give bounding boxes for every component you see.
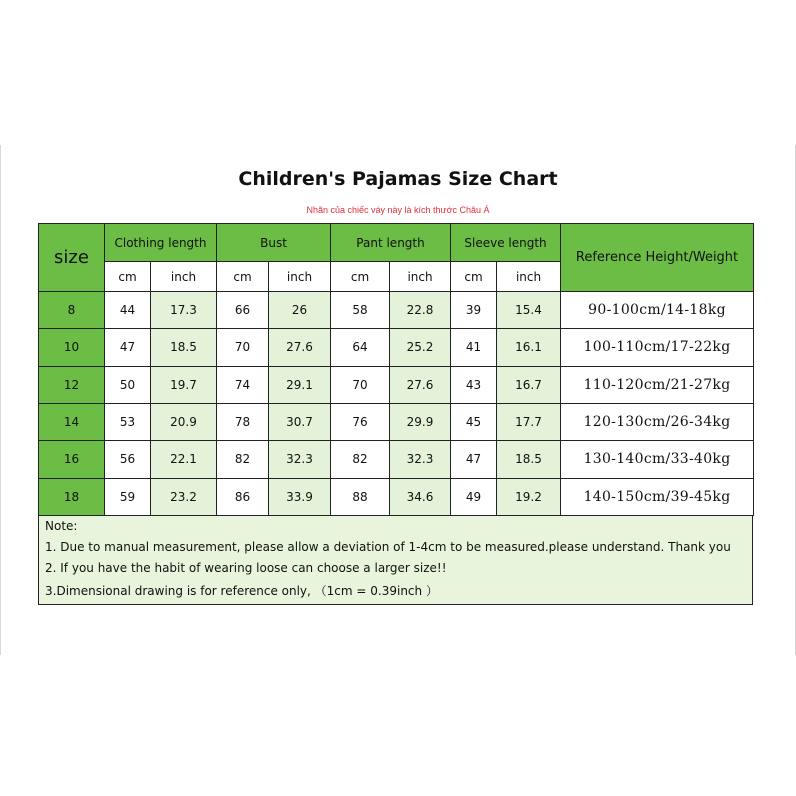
note-line: 1. Due to manual measurement, please allow a deviation of 1-4cm to be measured.please understand. Thank you <box>45 540 731 554</box>
group-header-clothing-length: Clothing length <box>105 224 217 262</box>
reference-cell: 90-100cm/14-18kg <box>561 292 754 329</box>
chart-subtitle: Nhãn của chiếc váy này là kích thước Châu Á <box>306 205 490 215</box>
pant-cm-cell: 88 <box>331 478 390 515</box>
bust-inch-cell: 26 <box>269 292 331 329</box>
bust-inch-cell: 29.1 <box>269 366 331 403</box>
size-cell: 18 <box>39 478 105 515</box>
sleeve-cm-cell: 39 <box>451 292 497 329</box>
size-cell: 8 <box>39 292 105 329</box>
unit-inch-header: inch <box>390 262 451 292</box>
bust-cm-cell: 74 <box>217 366 269 403</box>
bust-inch-cell: 33.9 <box>269 478 331 515</box>
table-row <box>39 478 754 515</box>
group-header-pant-length: Pant length <box>331 224 451 262</box>
bust-cm-cell: 82 <box>217 441 269 478</box>
unit-cm-header: cm <box>331 262 390 292</box>
unit-cm-header: cm <box>217 262 269 292</box>
table-row <box>39 292 754 329</box>
sleeve-inch-cell: 16.7 <box>497 366 561 403</box>
clothing-cm-cell: 50 <box>105 366 151 403</box>
reference-cell: 140-150cm/39-45kg <box>561 478 754 515</box>
size-table <box>38 223 754 516</box>
pant-inch-cell: 34.6 <box>390 478 451 515</box>
clothing-cm-cell: 56 <box>105 441 151 478</box>
notes-heading: Note: <box>45 519 78 533</box>
clothing-cm-cell: 47 <box>105 329 151 366</box>
bust-cm-cell: 66 <box>217 292 269 329</box>
sleeve-cm-cell: 47 <box>451 441 497 478</box>
unit-cm-header: cm <box>451 262 497 292</box>
pant-cm-cell: 64 <box>331 329 390 366</box>
clothing-cm-cell: 53 <box>105 403 151 440</box>
pant-inch-cell: 25.2 <box>390 329 451 366</box>
bust-cm-cell: 70 <box>217 329 269 366</box>
sleeve-cm-cell: 49 <box>451 478 497 515</box>
reference-cell: 100-110cm/17-22kg <box>561 329 754 366</box>
unit-inch-header: inch <box>497 262 561 292</box>
sleeve-inch-cell: 15.4 <box>497 292 561 329</box>
sleeve-cm-cell: 43 <box>451 366 497 403</box>
table-row <box>39 329 754 366</box>
bust-inch-cell: 32.3 <box>269 441 331 478</box>
note-line: 2. If you have the habit of wearing loose can choose a larger size!! <box>45 561 447 575</box>
size-header: size <box>39 224 105 292</box>
unit-inch-header: inch <box>269 262 331 292</box>
size-cell: 14 <box>39 403 105 440</box>
notes-box <box>38 515 753 605</box>
clothing-cm-cell: 59 <box>105 478 151 515</box>
unit-inch-header: inch <box>151 262 217 292</box>
pant-cm-cell: 82 <box>331 441 390 478</box>
clothing-cm-cell: 44 <box>105 292 151 329</box>
note-line: 3.Dimensional drawing is for reference only, （1cm = 0.39inch ） <box>45 584 438 598</box>
clothing-inch-cell: 17.3 <box>151 292 217 329</box>
clothing-inch-cell: 23.2 <box>151 478 217 515</box>
sleeve-inch-cell: 18.5 <box>497 441 561 478</box>
reference-cell: 110-120cm/21-27kg <box>561 366 754 403</box>
sleeve-cm-cell: 41 <box>451 329 497 366</box>
sleeve-cm-cell: 45 <box>451 403 497 440</box>
bust-cm-cell: 78 <box>217 403 269 440</box>
pant-cm-cell: 70 <box>331 366 390 403</box>
sleeve-inch-cell: 19.2 <box>497 478 561 515</box>
bust-inch-cell: 27.6 <box>269 329 331 366</box>
clothing-inch-cell: 20.9 <box>151 403 217 440</box>
pant-inch-cell: 32.3 <box>390 441 451 478</box>
pant-inch-cell: 22.8 <box>390 292 451 329</box>
size-cell: 10 <box>39 329 105 366</box>
frame-line-left <box>0 145 1 655</box>
bust-cm-cell: 86 <box>217 478 269 515</box>
reference-cell: 120-130cm/26-34kg <box>561 403 754 440</box>
sleeve-inch-cell: 16.1 <box>497 329 561 366</box>
clothing-inch-cell: 22.1 <box>151 441 217 478</box>
pant-inch-cell: 27.6 <box>390 366 451 403</box>
unit-cm-header: cm <box>105 262 151 292</box>
clothing-inch-cell: 18.5 <box>151 329 217 366</box>
chart-title: Children's Pajamas Size Chart <box>238 168 558 190</box>
table-row <box>39 403 754 440</box>
table-row <box>39 441 754 478</box>
size-cell: 16 <box>39 441 105 478</box>
size-cell: 12 <box>39 366 105 403</box>
pant-cm-cell: 76 <box>331 403 390 440</box>
pant-inch-cell: 29.9 <box>390 403 451 440</box>
pant-cm-cell: 58 <box>331 292 390 329</box>
group-header-bust: Bust <box>217 224 331 262</box>
clothing-inch-cell: 19.7 <box>151 366 217 403</box>
table-row <box>39 366 754 403</box>
sleeve-inch-cell: 17.7 <box>497 403 561 440</box>
reference-cell: 130-140cm/33-40kg <box>561 441 754 478</box>
reference-header: Reference Height/Weight <box>561 224 754 292</box>
bust-inch-cell: 30.7 <box>269 403 331 440</box>
group-header-sleeve-length: Sleeve length <box>451 224 561 262</box>
